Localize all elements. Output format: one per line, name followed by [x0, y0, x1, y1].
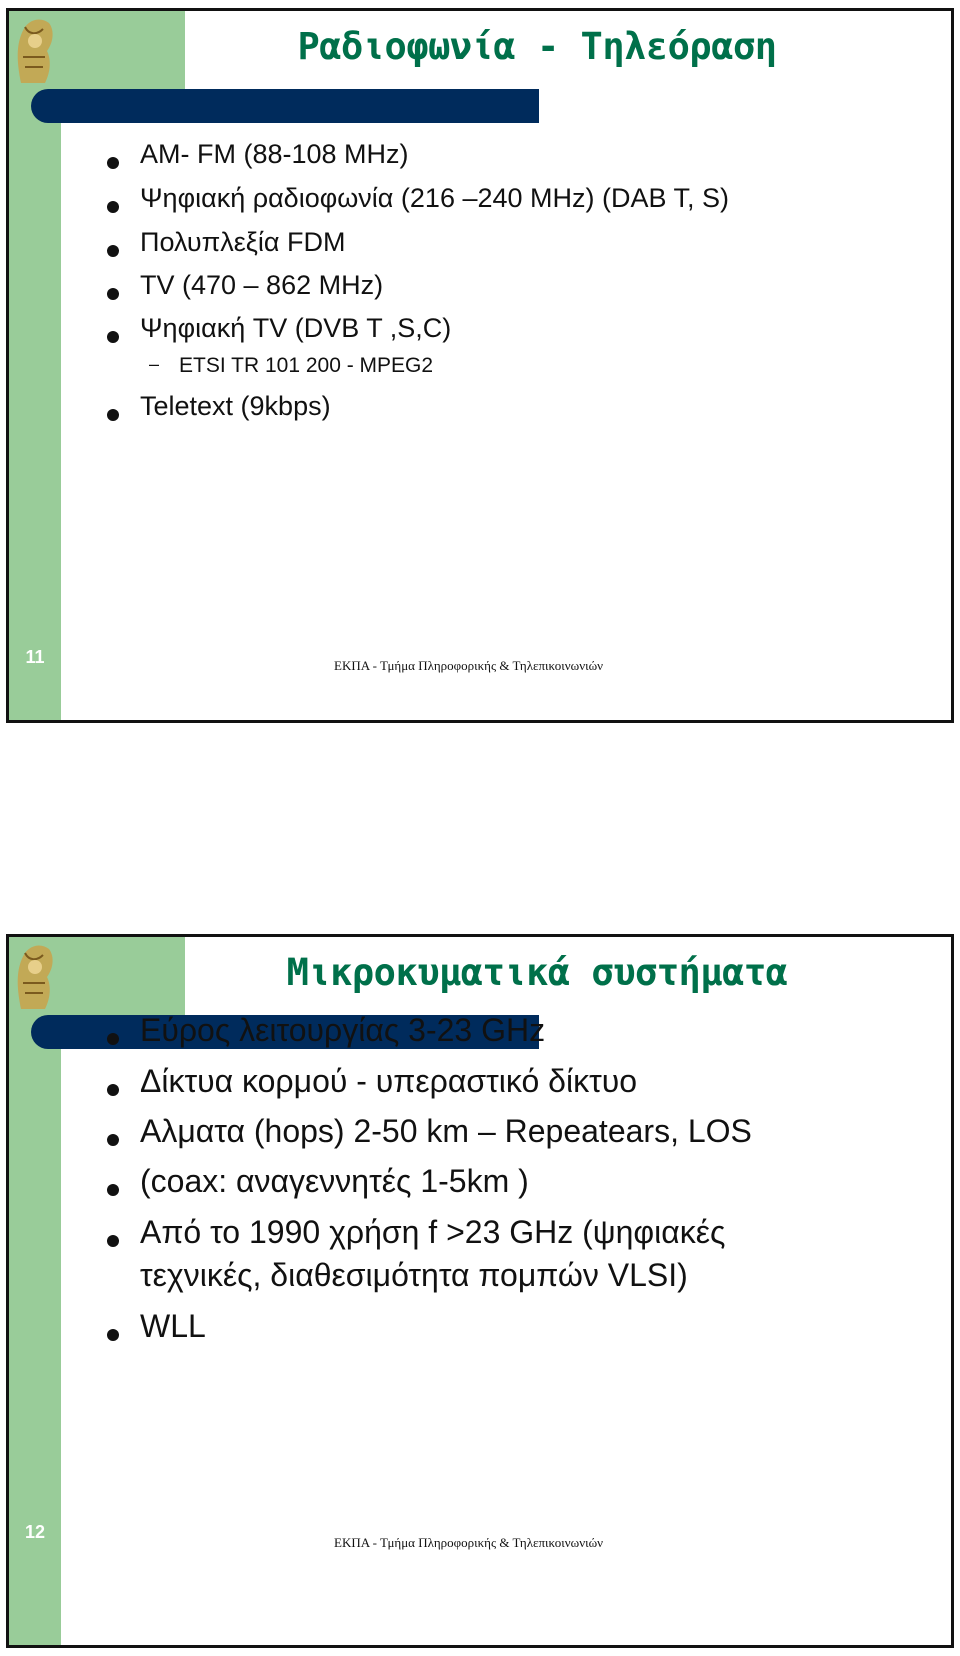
bullet-icon	[107, 288, 119, 300]
bullet-text: Πολυπλεξία FDM	[140, 227, 346, 257]
title-underline-bar	[31, 89, 539, 123]
bullet-text: (coax: αναγεννητές 1-5km )	[140, 1163, 529, 1199]
bullet-icon	[107, 409, 119, 421]
dash-icon: –	[149, 354, 160, 374]
slide-number: 12	[24, 1522, 46, 1542]
bullet-icon	[107, 245, 119, 257]
logo-emblem-icon	[11, 939, 57, 1013]
bullet-icon	[107, 331, 119, 343]
sub-bullet-text: ETSI TR 101 200 - MPEG2	[179, 354, 434, 377]
bullet-icon	[107, 157, 119, 169]
slide-footer: ΕΚΠΑ - Τμήμα Πληροφορικής & Τηλεπικοινωνιών	[334, 658, 604, 673]
bullet-icon	[107, 1235, 119, 1247]
bullet-icon	[107, 1134, 119, 1146]
slide-title: Μικροκυματικά συστήματα	[286, 951, 788, 994]
bullet-icon	[107, 1184, 119, 1196]
bullet-icon	[107, 1084, 119, 1096]
bullet-text: Teletext (9kbps)	[140, 391, 331, 421]
slide-12	[6, 934, 954, 1648]
bullet-text: WLL	[140, 1308, 206, 1344]
slide-number: 11	[25, 647, 45, 667]
bullet-icon	[107, 1033, 119, 1045]
slide-title: Ραδιοφωνία - Τηλεόραση	[297, 25, 777, 68]
bullet-text: Δίκτυα κορμού - υπεραστικό δίκτυο	[140, 1063, 637, 1099]
logo-emblem-icon	[11, 13, 57, 87]
bullet-icon	[107, 1329, 119, 1341]
bullet-text: TV (470 – 862 MHz)	[140, 270, 384, 300]
bullet-text: Αλματα (hops) 2-50 km – Repeatears, LOS	[140, 1113, 752, 1149]
bullet-text-continuation: τεχνικές, διαθεσιμότητα πομπών VLSI)	[140, 1257, 688, 1293]
bullet-text: Ψηφιακή TV (DVB T ,S,C)	[140, 313, 452, 343]
bullet-text: Από το 1990 χρήση f >23 GHz (ψηφιακές	[140, 1214, 726, 1250]
bullet-text: Εύρος λειτουργίας 3-23 GHz	[140, 1012, 546, 1048]
bullet-text: AM- FM (88-108 MHz)	[140, 139, 409, 169]
slide-footer: ΕΚΠΑ - Τμήμα Πληροφορικής & Τηλεπικοινωνιών	[334, 1535, 604, 1550]
bullet-text: Ψηφιακή ραδιοφωνία (216 –240 MHz) (DAB T, S)	[140, 183, 730, 213]
bullet-icon	[107, 201, 119, 213]
slide-11	[6, 8, 954, 723]
